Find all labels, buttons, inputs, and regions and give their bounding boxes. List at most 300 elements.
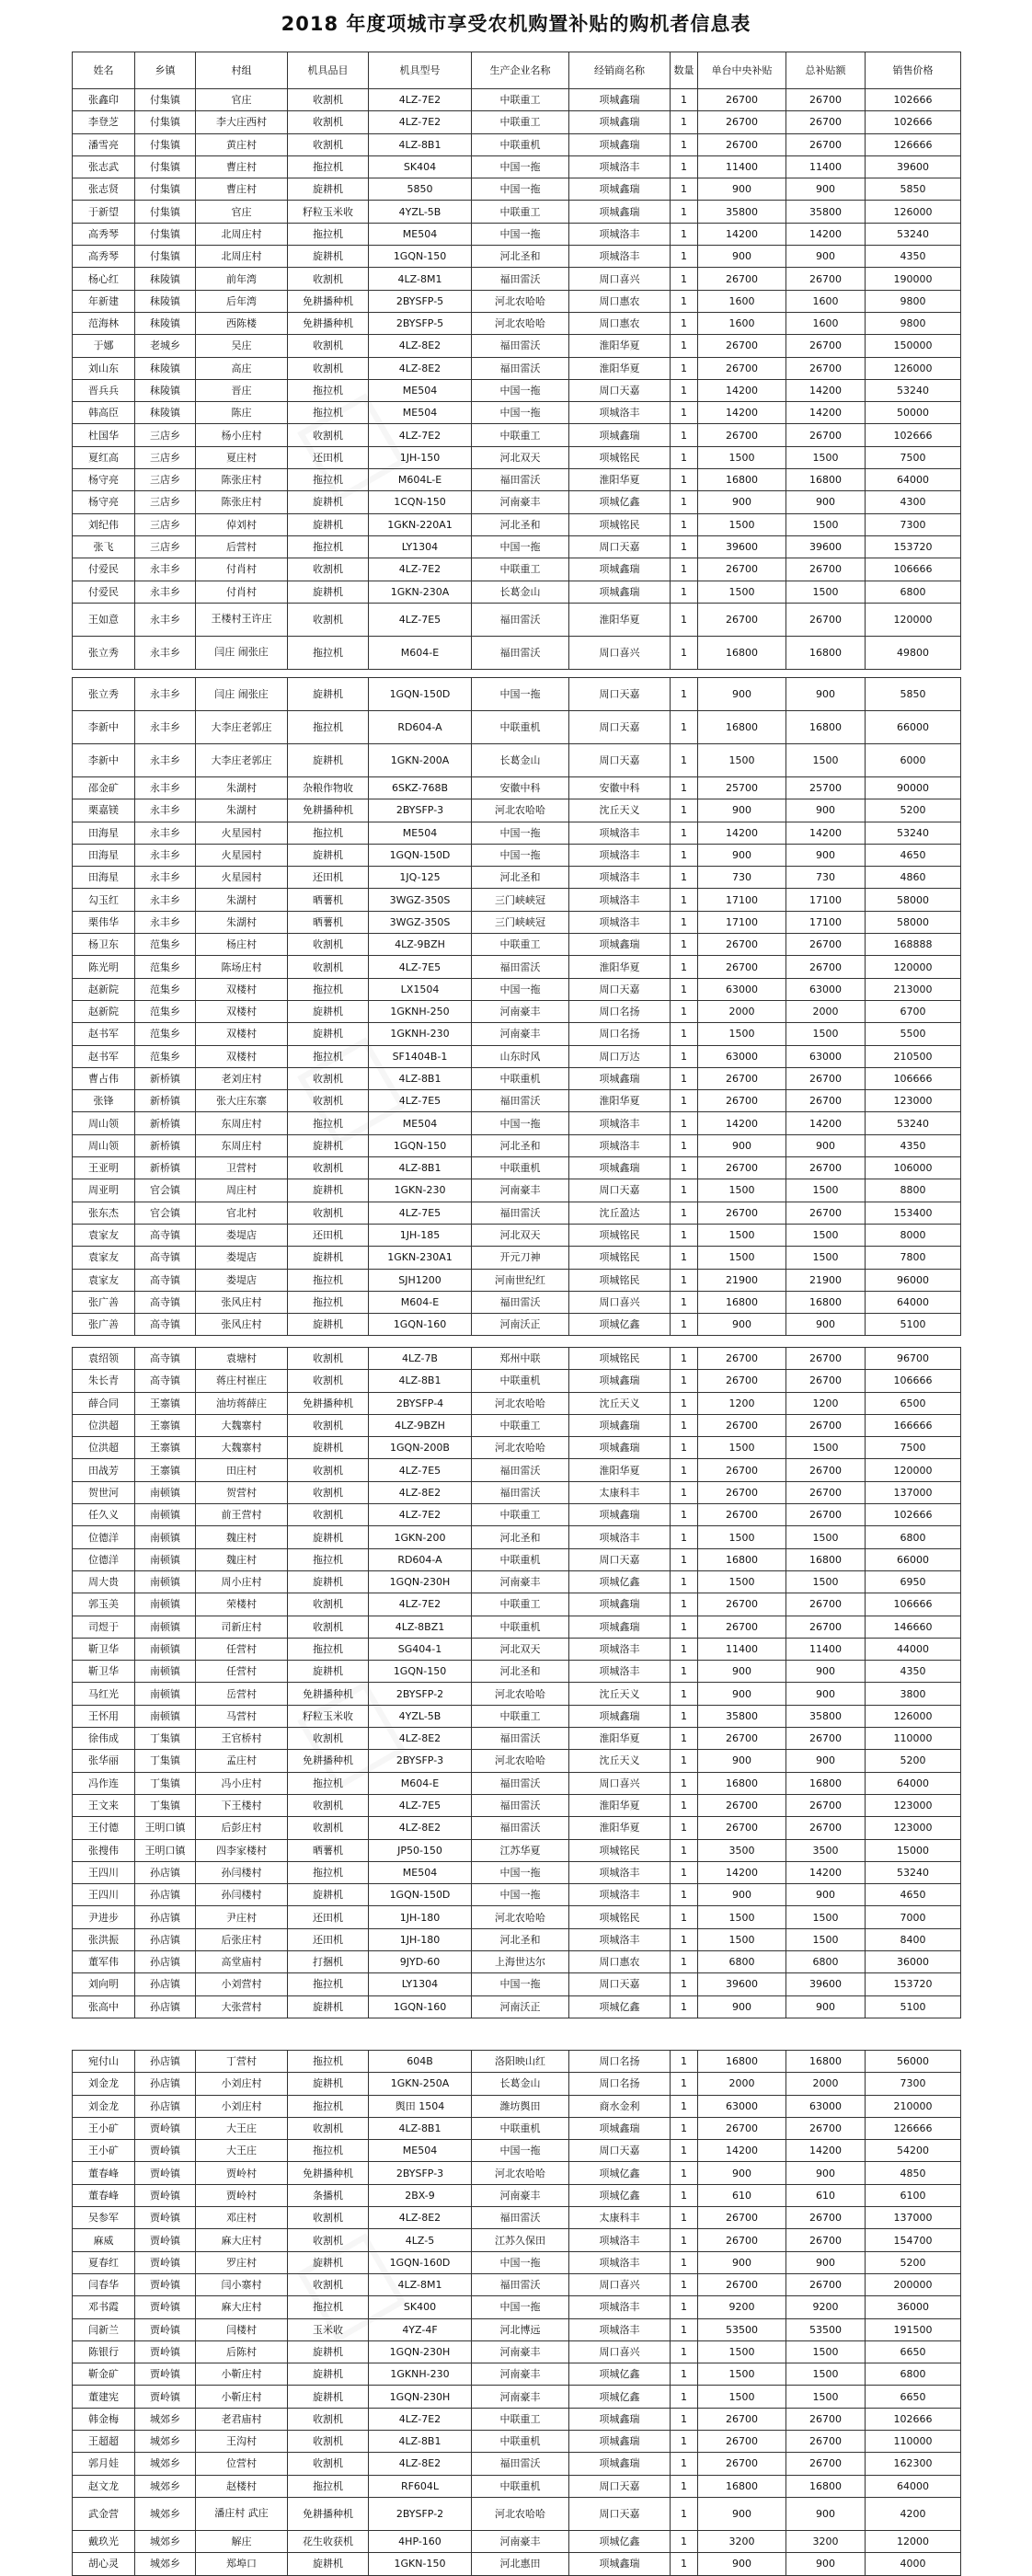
cell-central-subsidy: 900 — [698, 1750, 786, 1772]
cell-manufacturer: 河南豪丰 — [472, 2363, 569, 2386]
cell-manufacturer: 河北农哈哈 — [472, 312, 569, 334]
cell-buyer-name: 董春峰 — [73, 2162, 135, 2184]
cell-central-subsidy: 26700 — [698, 2408, 786, 2430]
cell-machine-model: 1GQN-230H — [369, 2340, 472, 2363]
cell-manufacturer: 河北农哈哈 — [472, 2162, 569, 2184]
cell-sale-price: 4350 — [866, 1134, 961, 1156]
cell-central-subsidy: 2000 — [698, 2073, 786, 2095]
cell-dealer: 项城亿鑫 — [569, 1314, 671, 1336]
cell-machine-category: 收割机 — [288, 2453, 369, 2475]
cell-central-subsidy: 26700 — [698, 2207, 786, 2229]
cell-central-subsidy: 16800 — [698, 711, 786, 744]
cell-dealer: 项城亿鑫 — [569, 2162, 671, 2184]
cell-buyer-name: 田战芳 — [73, 1459, 135, 1481]
cell-quantity: 1 — [671, 636, 698, 669]
cell-machine-model: ME504 — [369, 822, 472, 844]
cell-quantity: 1 — [671, 2497, 698, 2530]
cell-village: 袁塘村 — [196, 1348, 288, 1370]
cell-total-subsidy: 16800 — [786, 711, 866, 744]
cell-dealer: 商水金利 — [569, 2095, 671, 2117]
cell-sale-price: 153720 — [866, 535, 961, 558]
cell-quantity: 1 — [671, 2431, 698, 2453]
cell-buyer-name: 陈银行 — [73, 2340, 135, 2363]
cell-total-subsidy: 1500 — [786, 1570, 866, 1593]
cell-quantity: 1 — [671, 744, 698, 777]
cell-total-subsidy: 14200 — [786, 822, 866, 844]
cell-dealer: 项城铭民 — [569, 446, 671, 468]
cell-machine-category: 免耕播种机 — [288, 2497, 369, 2530]
cell-village: 官庄 — [196, 89, 288, 111]
cell-township: 永丰乡 — [135, 636, 196, 669]
cell-total-subsidy: 11400 — [786, 155, 866, 178]
table-row — [73, 1157, 961, 1179]
cell-machine-category: 收割机 — [288, 603, 369, 636]
cell-village: 高庄 — [196, 357, 288, 379]
cell-central-subsidy: 900 — [698, 1661, 786, 1683]
cell-machine-category: 还田机 — [288, 446, 369, 468]
table-row — [73, 1526, 961, 1548]
cell-quantity: 1 — [671, 1045, 698, 1067]
cell-buyer-name: 年新建 — [73, 290, 135, 312]
cell-village: 孙闫楼村 — [196, 1861, 288, 1883]
cell-dealer: 淮阳华夏 — [569, 1817, 671, 1839]
cell-dealer: 项城鑫瑞 — [569, 89, 671, 111]
cell-machine-category: 收割机 — [288, 111, 369, 133]
table-row — [73, 911, 961, 933]
cell-central-subsidy: 1500 — [698, 2340, 786, 2363]
cell-quantity: 1 — [671, 2553, 698, 2575]
cell-central-subsidy: 26700 — [698, 268, 786, 290]
cell-dealer: 项城洛丰 — [569, 2296, 671, 2318]
cell-township: 范集乡 — [135, 934, 196, 956]
cell-total-subsidy: 900 — [786, 799, 866, 822]
cell-central-subsidy: 1500 — [698, 1437, 786, 1459]
table-row — [73, 1951, 961, 1973]
cell-buyer-name: 张立秀 — [73, 636, 135, 669]
cell-total-subsidy: 2000 — [786, 1000, 866, 1022]
cell-village: 周小庄村 — [196, 1570, 288, 1593]
cell-total-subsidy: 26700 — [786, 1370, 866, 1392]
cell-machine-category: 收割机 — [288, 1202, 369, 1224]
cell-sale-price: 64000 — [866, 2475, 961, 2497]
cell-township: 南顿镇 — [135, 1638, 196, 1660]
cell-quantity: 1 — [671, 1728, 698, 1750]
cell-central-subsidy: 63000 — [698, 1045, 786, 1067]
table-row — [73, 201, 961, 223]
column-header-sale-price: 销售价格 — [866, 52, 961, 89]
cell-sale-price: 213000 — [866, 978, 961, 1000]
cell-dealer: 淮阳华夏 — [569, 469, 671, 491]
cell-buyer-name: 刘山东 — [73, 357, 135, 379]
cell-township: 老城乡 — [135, 335, 196, 357]
cell-dealer: 淮阳华夏 — [569, 956, 671, 978]
cell-dealer: 项城鑫瑞 — [569, 1370, 671, 1392]
cell-dealer: 项城洛丰 — [569, 889, 671, 911]
cell-dealer: 项城鑫瑞 — [569, 424, 671, 446]
cell-dealer: 项城鑫瑞 — [569, 2431, 671, 2453]
cell-total-subsidy: 3200 — [786, 2530, 866, 2552]
cell-buyer-name: 靳金矿 — [73, 2363, 135, 2386]
cell-sale-price: 166666 — [866, 1414, 961, 1436]
cell-quantity: 1 — [671, 1616, 698, 1638]
cell-machine-category: 籽粒玉米收 — [288, 201, 369, 223]
cell-dealer: 项城鑫瑞 — [569, 2453, 671, 2475]
cell-buyer-name: 夏春红 — [73, 2251, 135, 2273]
cell-machine-model: 4LZ-8E2 — [369, 335, 472, 357]
cell-dealer: 淮阳华夏 — [569, 357, 671, 379]
cell-dealer: 项城鑫瑞 — [569, 558, 671, 581]
cell-machine-category: 旋耕机 — [288, 1314, 369, 1336]
cell-buyer-name: 于新望 — [73, 201, 135, 223]
cell-machine-category: 拖拉机 — [288, 469, 369, 491]
cell-township: 付集镇 — [135, 133, 196, 155]
cell-village: 下王楼村 — [196, 1794, 288, 1816]
cell-total-subsidy: 26700 — [786, 1616, 866, 1638]
table-row — [73, 469, 961, 491]
cell-dealer: 项城洛丰 — [569, 844, 671, 866]
cell-village: 田庄村 — [196, 1459, 288, 1481]
table-row — [73, 223, 961, 245]
cell-dealer: 淮阳华夏 — [569, 1794, 671, 1816]
cell-total-subsidy: 16800 — [786, 1291, 866, 1313]
cell-machine-model: 4LZ-9BZH — [369, 1414, 472, 1436]
cell-buyer-name: 周亚明 — [73, 1179, 135, 1202]
cell-manufacturer: 福田雷沃 — [472, 2453, 569, 2475]
cell-central-subsidy: 16800 — [698, 469, 786, 491]
cell-quantity: 1 — [671, 2530, 698, 2552]
cell-village: 小刘营村 — [196, 1973, 288, 1995]
cell-manufacturer: 中国一拖 — [472, 978, 569, 1000]
cell-buyer-name: 董春峰 — [73, 2184, 135, 2206]
cell-township: 新桥镇 — [135, 1112, 196, 1134]
cell-machine-model: 1GKN-150 — [369, 2553, 472, 2575]
table-row — [73, 1839, 961, 1861]
subsidy-table-section-2 — [72, 677, 961, 1336]
cell-machine-model: 4LZ-7E2 — [369, 111, 472, 133]
cell-township: 王寨镇 — [135, 1459, 196, 1481]
cell-township: 付集镇 — [135, 246, 196, 268]
cell-dealer: 项城鑫瑞 — [569, 1157, 671, 1179]
cell-manufacturer: 三门峡峡冠 — [472, 911, 569, 933]
cell-township: 南顿镇 — [135, 1504, 196, 1526]
cell-total-subsidy: 26700 — [786, 89, 866, 111]
cell-buyer-name: 刘金龙 — [73, 2095, 135, 2117]
cell-machine-category: 拖拉机 — [288, 402, 369, 424]
cell-township: 贾岭镇 — [135, 2296, 196, 2318]
table-row — [73, 111, 961, 133]
cell-machine-category: 旋耕机 — [288, 1526, 369, 1548]
cell-total-subsidy: 16800 — [786, 1548, 866, 1570]
cell-machine-category: 收割机 — [288, 1593, 369, 1616]
cell-village: 闫楼村 — [196, 2318, 288, 2340]
cell-buyer-name: 张志武 — [73, 155, 135, 178]
cell-total-subsidy: 900 — [786, 1750, 866, 1772]
cell-machine-category: 收割机 — [288, 335, 369, 357]
cell-buyer-name: 杨守亮 — [73, 469, 135, 491]
cell-sale-price: 6500 — [866, 1392, 961, 1414]
column-header-quantity: 数量 — [671, 52, 698, 89]
table-row — [73, 1437, 961, 1459]
cell-dealer: 太康科丰 — [569, 2207, 671, 2229]
cell-central-subsidy: 26700 — [698, 1728, 786, 1750]
cell-township: 永丰乡 — [135, 867, 196, 889]
cell-buyer-name: 刘纪伟 — [73, 513, 135, 535]
cell-quantity: 1 — [671, 911, 698, 933]
cell-township: 永丰乡 — [135, 744, 196, 777]
cell-township: 南顿镇 — [135, 1481, 196, 1503]
cell-manufacturer: 河北农哈哈 — [472, 799, 569, 822]
cell-township: 南顿镇 — [135, 1661, 196, 1683]
cell-sale-price: 4350 — [866, 1661, 961, 1683]
cell-machine-model: ME504 — [369, 1112, 472, 1134]
cell-manufacturer: 中国一拖 — [472, 155, 569, 178]
table-row — [73, 889, 961, 911]
cell-machine-category: 还田机 — [288, 867, 369, 889]
cell-quantity: 1 — [671, 1269, 698, 1291]
cell-quantity: 1 — [671, 822, 698, 844]
cell-machine-category: 收割机 — [288, 2117, 369, 2139]
cell-dealer: 项城鑫瑞 — [569, 1593, 671, 1616]
cell-total-subsidy: 14200 — [786, 402, 866, 424]
cell-sale-price: 54200 — [866, 2140, 961, 2162]
cell-village: 解庄 — [196, 2530, 288, 2552]
cell-manufacturer: 河南豪丰 — [472, 1570, 569, 1593]
cell-dealer: 周口名扬 — [569, 2051, 671, 2073]
cell-central-subsidy: 26700 — [698, 133, 786, 155]
cell-buyer-name: 勾玉红 — [73, 889, 135, 911]
cell-total-subsidy: 26700 — [786, 1067, 866, 1089]
cell-total-subsidy: 900 — [786, 246, 866, 268]
cell-dealer: 项城鑫瑞 — [569, 133, 671, 155]
cell-buyer-name: 麻威 — [73, 2229, 135, 2251]
cell-manufacturer: 福田雷沃 — [472, 1728, 569, 1750]
cell-machine-model: 1GQN-150D — [369, 678, 472, 711]
cell-dealer: 周口惠农 — [569, 312, 671, 334]
cell-sale-price: 126666 — [866, 2117, 961, 2139]
cell-machine-category: 收割机 — [288, 1067, 369, 1089]
cell-township: 新桥镇 — [135, 1067, 196, 1089]
cell-dealer: 项城鑫瑞 — [569, 178, 671, 201]
cell-buyer-name: 李新中 — [73, 744, 135, 777]
cell-quantity: 1 — [671, 1504, 698, 1526]
cell-sale-price: 150000 — [866, 335, 961, 357]
cell-machine-category: 旋耕机 — [288, 1570, 369, 1593]
cell-manufacturer: 中联重工 — [472, 1593, 569, 1616]
cell-village: 张风庄村 — [196, 1314, 288, 1336]
cell-quantity: 1 — [671, 1414, 698, 1436]
cell-total-subsidy: 900 — [786, 1995, 866, 2018]
cell-manufacturer: 中国一拖 — [472, 2296, 569, 2318]
cell-quantity: 1 — [671, 357, 698, 379]
cell-sale-price: 6800 — [866, 1526, 961, 1548]
cell-machine-model: LY1304 — [369, 535, 472, 558]
cell-machine-model: ME504 — [369, 2140, 472, 2162]
cell-machine-model: 1GQN-160D — [369, 2251, 472, 2273]
cell-manufacturer: 河北圣和 — [472, 513, 569, 535]
cell-machine-category: 旋耕机 — [288, 581, 369, 603]
cell-village: 东周庄村 — [196, 1134, 288, 1156]
cell-sale-price: 58000 — [866, 889, 961, 911]
cell-dealer: 周口天嘉 — [569, 2475, 671, 2497]
cell-buyer-name: 任久义 — [73, 1504, 135, 1526]
cell-central-subsidy: 17100 — [698, 911, 786, 933]
cell-quantity: 1 — [671, 1951, 698, 1973]
cell-buyer-name: 徐伟成 — [73, 1728, 135, 1750]
cell-central-subsidy: 730 — [698, 867, 786, 889]
cell-buyer-name: 闫新兰 — [73, 2318, 135, 2340]
cell-machine-category: 旋耕机 — [288, 2073, 369, 2095]
cell-central-subsidy: 900 — [698, 1683, 786, 1705]
cell-buyer-name: 王超超 — [73, 2431, 135, 2453]
cell-township: 贾岭镇 — [135, 2318, 196, 2340]
cell-village: 蒋庄村崔庄 — [196, 1370, 288, 1392]
cell-machine-category: 拖拉机 — [288, 1861, 369, 1883]
table-row — [73, 581, 961, 603]
cell-township: 三店乡 — [135, 469, 196, 491]
cell-total-subsidy: 16800 — [786, 636, 866, 669]
cell-quantity: 1 — [671, 312, 698, 334]
cell-total-subsidy: 3500 — [786, 1839, 866, 1861]
table-row — [73, 2095, 961, 2117]
cell-sale-price: 126000 — [866, 357, 961, 379]
cell-manufacturer: 中国一拖 — [472, 2140, 569, 2162]
cell-machine-category: 拖拉机 — [288, 2140, 369, 2162]
cell-manufacturer: 福田雷沃 — [472, 636, 569, 669]
cell-quantity: 1 — [671, 1526, 698, 1548]
cell-central-subsidy: 26700 — [698, 357, 786, 379]
cell-central-subsidy: 26700 — [698, 1067, 786, 1089]
cell-dealer: 周口天嘉 — [569, 1548, 671, 1570]
cell-village: 火星园村 — [196, 844, 288, 866]
cell-quantity: 1 — [671, 2162, 698, 2184]
cell-machine-model: 1CQN-150 — [369, 491, 472, 513]
table-row — [73, 246, 961, 268]
table-row — [73, 1269, 961, 1291]
cell-village: 王楼村王许庄 — [196, 603, 288, 636]
cell-central-subsidy: 3200 — [698, 2530, 786, 2552]
cell-dealer: 周口天嘉 — [569, 535, 671, 558]
cell-buyer-name: 周大贵 — [73, 1570, 135, 1593]
cell-buyer-name: 王四川 — [73, 1884, 135, 1906]
cell-village: 卫营村 — [196, 1157, 288, 1179]
cell-machine-model: 4LZ-8E2 — [369, 1817, 472, 1839]
cell-quantity: 1 — [671, 1839, 698, 1861]
cell-buyer-name: 杨心红 — [73, 268, 135, 290]
cell-total-subsidy: 35800 — [786, 201, 866, 223]
cell-machine-category: 旋耕机 — [288, 2363, 369, 2386]
cell-total-subsidy: 26700 — [786, 558, 866, 581]
cell-quantity: 1 — [671, 155, 698, 178]
cell-total-subsidy: 900 — [786, 2553, 866, 2575]
cell-sale-price: 123000 — [866, 1090, 961, 1112]
cell-township: 高寺镇 — [135, 1269, 196, 1291]
cell-central-subsidy: 1500 — [698, 2386, 786, 2408]
cell-manufacturer: 中联重工 — [472, 1705, 569, 1727]
cell-buyer-name: 戴玖光 — [73, 2530, 135, 2552]
cell-sale-price: 120000 — [866, 956, 961, 978]
table-row — [73, 799, 961, 822]
cell-buyer-name: 郭玉美 — [73, 1593, 135, 1616]
cell-total-subsidy: 9200 — [786, 2296, 866, 2318]
cell-village: 吴庄 — [196, 335, 288, 357]
cell-central-subsidy: 63000 — [698, 978, 786, 1000]
cell-quantity: 1 — [671, 1794, 698, 1816]
cell-buyer-name: 赵书军 — [73, 1045, 135, 1067]
cell-machine-model: 2BYSFP-2 — [369, 2497, 472, 2530]
cell-quantity: 1 — [671, 1593, 698, 1616]
table-row — [73, 89, 961, 111]
cell-township: 范集乡 — [135, 978, 196, 1000]
table-row — [73, 1705, 961, 1727]
cell-machine-model: 1GKNH-230 — [369, 2363, 472, 2386]
cell-buyer-name: 韩金梅 — [73, 2408, 135, 2430]
cell-dealer: 项城洛丰 — [569, 1884, 671, 1906]
table-row — [73, 1348, 961, 1370]
cell-village: 位营村 — [196, 2453, 288, 2475]
cell-machine-category: 收割机 — [288, 89, 369, 111]
table-row — [73, 335, 961, 357]
cell-quantity: 1 — [671, 2251, 698, 2273]
subsidy-table-section-3 — [72, 1347, 961, 2018]
cell-village: 东周庄村 — [196, 1112, 288, 1134]
cell-village: 闫小寨村 — [196, 2273, 288, 2295]
cell-dealer: 项城鑫瑞 — [569, 1504, 671, 1526]
cell-buyer-name: 夏红高 — [73, 446, 135, 468]
cell-quantity: 1 — [671, 1481, 698, 1503]
cell-dealer: 项城亿鑫 — [569, 1570, 671, 1593]
cell-village: 双楼村 — [196, 978, 288, 1000]
cell-machine-category: 拖拉机 — [288, 1291, 369, 1313]
cell-central-subsidy: 11400 — [698, 155, 786, 178]
cell-buyer-name: 栗嘉镁 — [73, 799, 135, 822]
cell-manufacturer: 福田雷沃 — [472, 335, 569, 357]
cell-central-subsidy: 900 — [698, 1884, 786, 1906]
cell-manufacturer: 福田雷沃 — [472, 469, 569, 491]
cell-machine-category: 杂粮作物收 — [288, 777, 369, 799]
cell-village: 大李庄老郭庄 — [196, 711, 288, 744]
cell-sale-price: 153400 — [866, 1202, 961, 1224]
cell-township: 付集镇 — [135, 155, 196, 178]
cell-machine-model: 1JH-185 — [369, 1224, 472, 1246]
cell-machine-category: 收割机 — [288, 424, 369, 446]
cell-quantity: 1 — [671, 1370, 698, 1392]
table-row — [73, 2251, 961, 2273]
cell-quantity: 1 — [671, 2386, 698, 2408]
cell-total-subsidy: 26700 — [786, 1157, 866, 1179]
cell-sale-price: 5850 — [866, 678, 961, 711]
table-row — [73, 2162, 961, 2184]
cell-total-subsidy: 900 — [786, 1683, 866, 1705]
table-row — [73, 2140, 961, 2162]
cell-central-subsidy: 900 — [698, 844, 786, 866]
cell-quantity: 1 — [671, 844, 698, 866]
cell-township: 秣陵镇 — [135, 268, 196, 290]
cell-quantity: 1 — [671, 2296, 698, 2318]
cell-manufacturer: 河北农哈哈 — [472, 1683, 569, 1705]
cell-central-subsidy: 26700 — [698, 1414, 786, 1436]
cell-total-subsidy: 900 — [786, 844, 866, 866]
cell-central-subsidy: 900 — [698, 1995, 786, 2018]
cell-sale-price: 7300 — [866, 513, 961, 535]
cell-dealer: 项城鑫瑞 — [569, 111, 671, 133]
table-row — [73, 1638, 961, 1660]
cell-village: 闫庄 闹张庄 — [196, 678, 288, 711]
cell-machine-model: ME504 — [369, 1861, 472, 1883]
cell-total-subsidy: 26700 — [786, 1794, 866, 1816]
cell-machine-category: 收割机 — [288, 2431, 369, 2453]
cell-total-subsidy: 17100 — [786, 889, 866, 911]
cell-sale-price: 36000 — [866, 2296, 961, 2318]
